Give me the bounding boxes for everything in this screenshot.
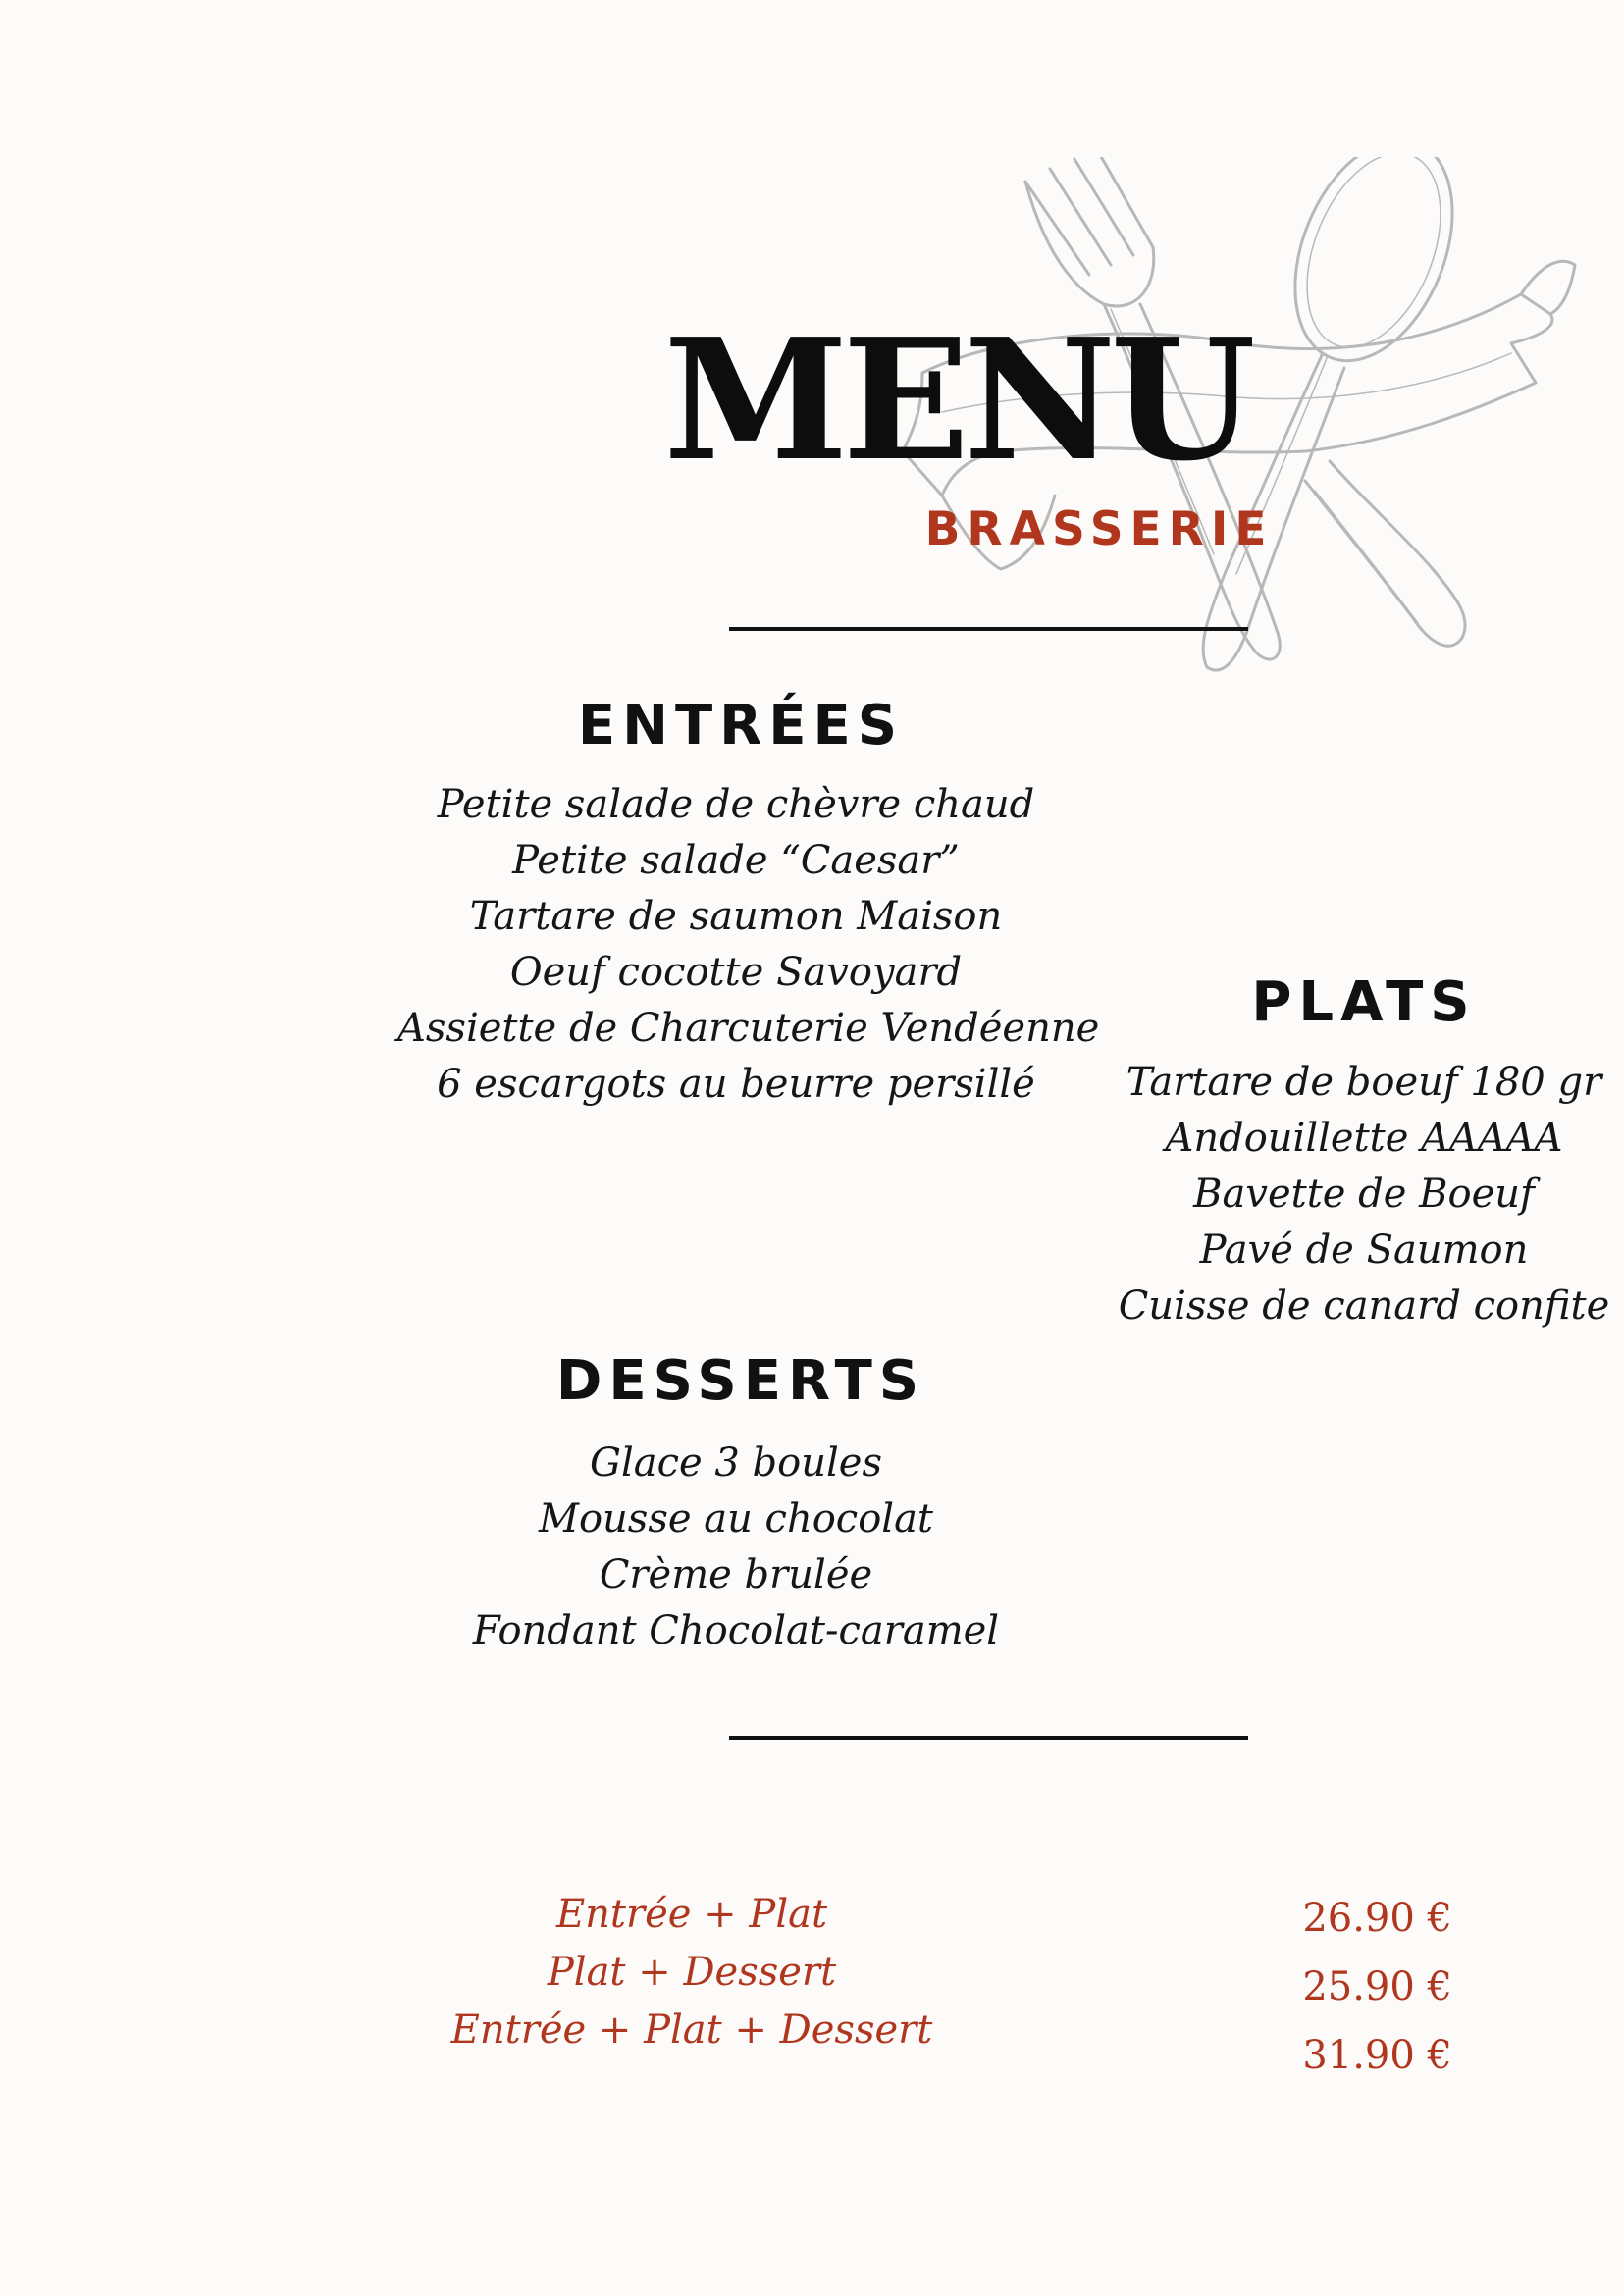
formula-name: Entrée + Plat + Dessert <box>450 2008 933 2053</box>
list-item: Tartare de saumon Maison <box>469 894 1003 939</box>
divider-bottom <box>729 1736 1248 1740</box>
section-heading-plats: PLATS <box>1251 970 1477 1034</box>
divider-top <box>729 627 1248 631</box>
list-item: 6 escargots au beurre persillé <box>437 1062 1035 1107</box>
page-title: MENU <box>663 302 1250 498</box>
list-item: Oeuf cocotte Savoyard <box>509 950 963 995</box>
formula-name: Entrée + Plat <box>555 1892 828 1937</box>
list-item: Tartare de boeuf 180 gr <box>1126 1060 1602 1105</box>
plats-list <box>1089 1055 1624 1334</box>
formula-name: Plat + Dessert <box>547 1950 837 1995</box>
list-item: Bavette de Boeuf <box>1193 1172 1535 1217</box>
formula-price: 31.90 € <box>1302 2033 1452 2078</box>
formula-price: 26.90 € <box>1302 1896 1452 1941</box>
list-item: Assiette de Charcuterie Vendéenne <box>397 1006 1100 1051</box>
list-item: Andouillette AAAAA <box>1165 1116 1563 1161</box>
list-item: Pavé de Saumon <box>1199 1227 1529 1273</box>
entrees-list <box>397 777 1100 1113</box>
list-item: Fondant Chocolat-caramel <box>472 1608 1000 1653</box>
page-subtitle: BRASSERIE <box>924 502 1274 556</box>
formula-names <box>437 1886 947 2060</box>
list-item: Crème brulée <box>599 1552 873 1597</box>
formula-price: 25.90 € <box>1302 1964 1452 2009</box>
list-item: Mousse au chocolat <box>538 1496 933 1541</box>
list-item: Glace 3 boules <box>590 1440 882 1486</box>
section-heading-desserts: DESSERTS <box>555 1349 926 1413</box>
formula-prices <box>1158 1884 1452 2090</box>
section-heading-entrees: ENTRÉES <box>577 694 905 757</box>
list-item: Petite salade “Caesar” <box>512 838 960 883</box>
list-item: Petite salade de chèvre chaud <box>437 782 1035 827</box>
list-item: Cuisse de canard confite <box>1118 1283 1610 1329</box>
desserts-list <box>446 1435 1025 1659</box>
